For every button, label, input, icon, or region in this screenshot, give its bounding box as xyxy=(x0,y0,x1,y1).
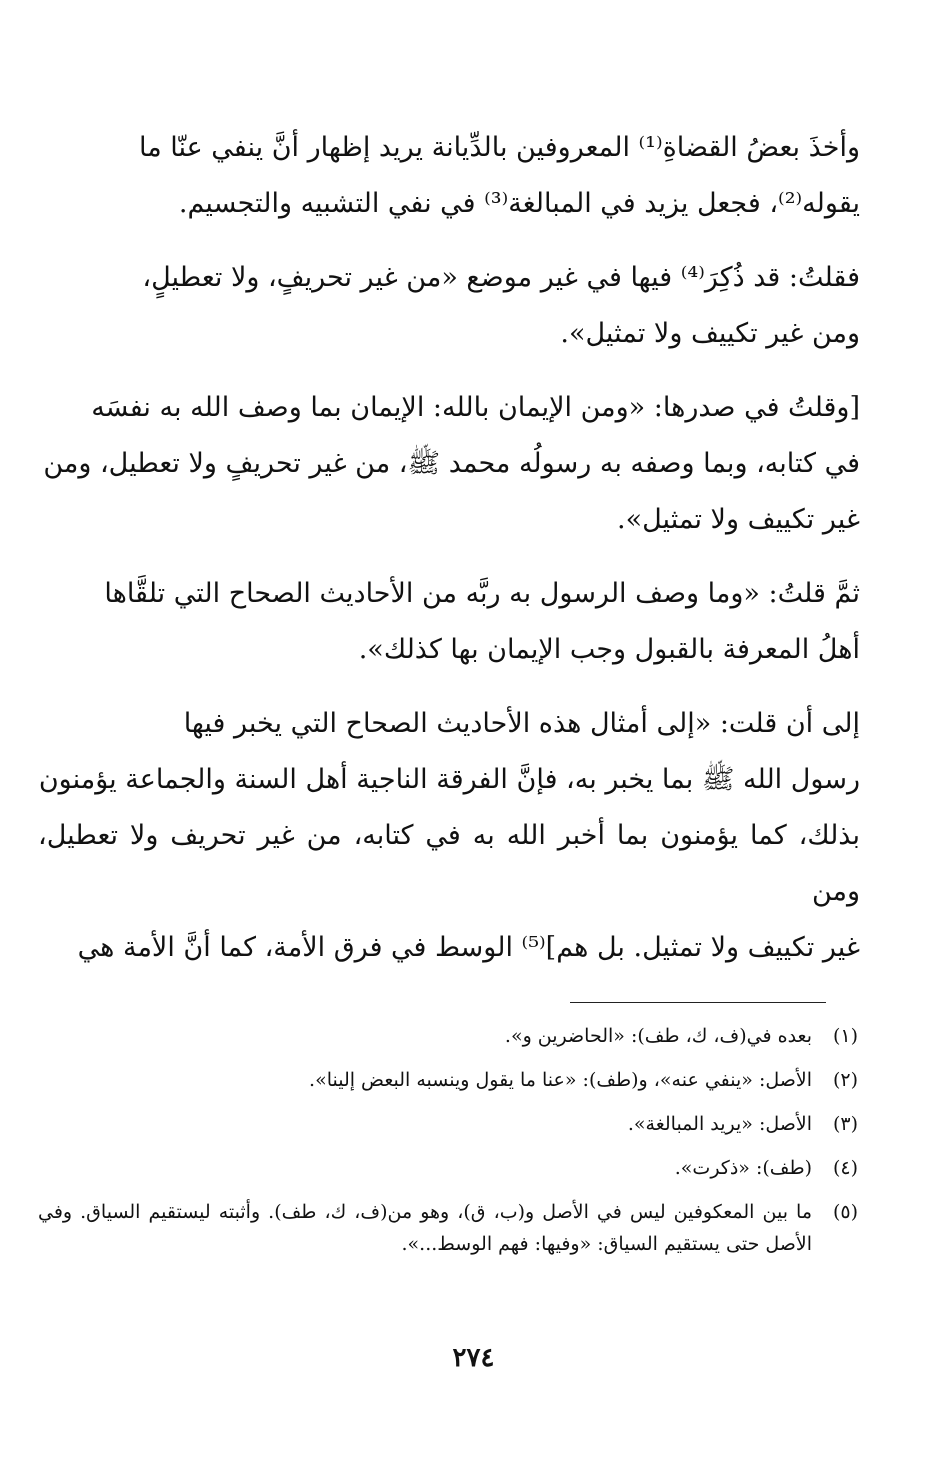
paragraph-5 xyxy=(38,696,860,976)
footnote-text: (طف): «ذكرت». xyxy=(674,1157,812,1179)
page-number: ٢٧٤ xyxy=(452,1343,495,1373)
footnotes xyxy=(38,1020,858,1272)
paragraph-2 xyxy=(38,250,860,362)
text-line: في كتابه، وبما وصفه به رسولُه محمد ﷺ، من غير تحريفٍ ولا تعطيل، ومن xyxy=(43,448,860,479)
footnote-1 xyxy=(38,1020,858,1052)
footnote-text: ما بين المعكوفين ليس في الأصل و(ب، ق)، وهو من(ف، ك، طف). وأثبته ليستقيم السياق. وفي الأصل حتى يستقيم السياق: «وفيها: فهم الوسط...». xyxy=(38,1201,812,1255)
text-line: يقوله⁽²⁾، فجعل يزيد في المبالغة⁽³⁾ في نفي التشبيه والتجسيم. xyxy=(178,188,860,219)
paragraph-1 xyxy=(38,120,860,232)
footnote-number: (٢) xyxy=(832,1069,858,1091)
footnote-4 xyxy=(38,1152,858,1184)
text-line: ثمَّ قلتُ: «وما وصف الرسول به ربَّه من الأحاديث الصحاح التي تلقَّاها xyxy=(104,578,860,609)
footnote-number: (٣) xyxy=(832,1113,858,1135)
text-line: غير تكييف ولا تمثيل». xyxy=(617,504,860,535)
text-line: [وقلتُ في صدرها: «ومن الإيمان بالله: الإيمان بما وصف الله به نفسَه xyxy=(91,392,860,423)
footnote-number: (١) xyxy=(832,1025,858,1047)
text-line: أهلُ المعرفة بالقبول وجب الإيمان بها كذلك». xyxy=(358,634,860,665)
footnote-number: (٥) xyxy=(832,1201,858,1223)
text-line: بذلك، كما يؤمنون بما أخبر الله به في كتابه، من غير تحريف ولا تعطيل، ومن xyxy=(38,820,860,907)
footnote-text: الأصل: «ينفي عنه»، و(طف): «عنا ما يقول وينسبه البعض إلينا». xyxy=(309,1069,812,1091)
text-line: غير تكييف ولا تمثيل. بل هم]⁽⁵⁾ الوسط في فرق الأمة، كما أنَّ الأمة هي xyxy=(77,932,860,963)
text-line: ومن غير تكييف ولا تمثيل». xyxy=(560,318,860,349)
footnote-number: (٤) xyxy=(832,1157,858,1179)
paragraph-3 xyxy=(38,380,860,548)
footnote-divider xyxy=(570,1002,826,1003)
footnote-5 xyxy=(38,1196,858,1260)
text-line: إلى أن قلت: «إلى أمثال هذه الأحاديث الصحاح التي يخبر فيها xyxy=(183,708,860,739)
paragraph-4 xyxy=(38,566,860,678)
footnote-3 xyxy=(38,1108,858,1140)
footnote-2 xyxy=(38,1064,858,1096)
main-text xyxy=(38,120,860,994)
text-line: وأخذَ بعضُ القضاةِ⁽¹⁾ المعروفين بالدِّيانة يريد إظهار أنَّ ينفي عنّا ما xyxy=(138,132,860,163)
footnote-text: الأصل: «يريد المبالغة». xyxy=(627,1113,812,1135)
text-line: فقلتُ: قد ذُكِرَ⁽⁴⁾ فيها في غير موضع «من غير تحريفٍ، ولا تعطيلٍ، xyxy=(142,262,860,293)
footnote-text: بعده في(ف، ك، طف): «الحاضرين و». xyxy=(504,1025,812,1047)
text-line: رسول الله ﷺ بما يخبر به، فإنَّ الفرقة الناجية أهل السنة والجماعة يؤمنون xyxy=(38,764,860,795)
